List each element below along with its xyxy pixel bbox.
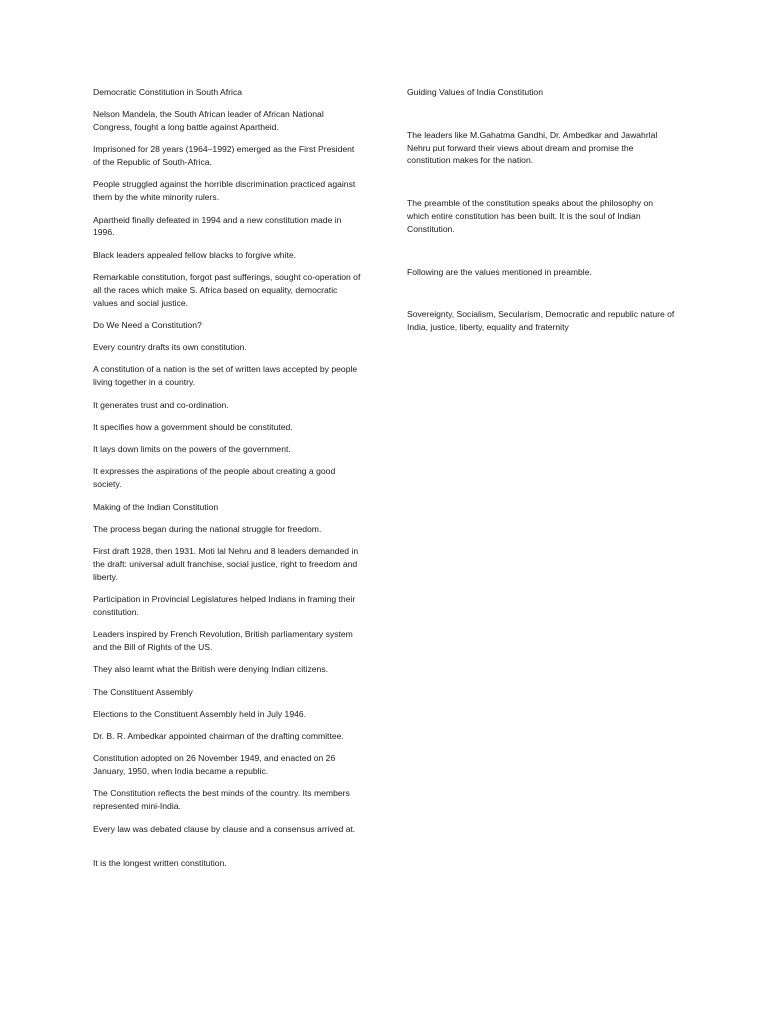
paragraph: Every country drafts its own constitution. [93, 342, 247, 353]
right-column [407, 86, 677, 334]
paragraph: Dr. B. R. Ambedkar appointed chairman of the drafting committee. [93, 731, 344, 742]
heading-south-africa: Democratic Constitution in South Africa [93, 87, 243, 97]
paragraph: Following are the values mentioned in preamble. [407, 266, 592, 277]
paragraph: Leaders inspired by French Revolution, British parliamentary system and the Bill of Rights of the US. [93, 629, 353, 652]
paragraph: Apartheid finally defeated in 1994 and a new constitution made in 1996. [93, 214, 342, 238]
paragraph: The preamble of the constitution speaks about the philosophy on which entire constitution has been built. It is the soul of Indian Constitution. [407, 198, 654, 234]
paragraph: It expresses the aspirations of the people about creating a good society. [93, 466, 336, 490]
paragraph: The Constitution reflects the best minds of the country. Its members represented mini-India. [93, 788, 350, 812]
paragraph: First draft 1928, then 1931. Moti lal Nehru and 8 leaders demanded in the draft: universal adult franchise, social justice, right to freedom and liberty. [93, 546, 359, 582]
paragraph: Elections to the Constituent Assembly held in July 1946. [93, 708, 307, 719]
paragraph: The leaders like M.Gahatma Gandhi, Dr. Ambedkar and Jawahrlal Nehru put forward their views about dream and promise the constitution makes for the nation. [407, 129, 658, 166]
heading-need-constitution: Do We Need a Constitution? [93, 319, 202, 330]
heading-making-indian-constitution: Making of the Indian Constitution [93, 501, 219, 512]
heading-constituent-assembly: The Constituent Assembly [93, 686, 193, 697]
paragraph: People struggled against the horrible discrimination practiced against them by the white minority rulers. [93, 179, 356, 203]
paragraph: Remarkable constitution, forgot past sufferings, sought co-operation of all the races which make S. Africa based on equality, democratic values and social justice. [93, 271, 361, 308]
paragraph: They also learnt what the British were denying Indian citizens. [93, 664, 329, 675]
paragraph: Participation in Provincial Legislatures helped Indians in framing their constitution. [93, 594, 356, 617]
heading-guiding-values: Guiding Values of India Constitution [407, 87, 543, 97]
paragraph: A constitution of a nation is the set of written laws accepted by people living together in a country. [93, 364, 358, 388]
paragraph: Every law was debated clause by clause and a consensus arrived at. [93, 823, 356, 834]
paragraph: It generates trust and co-ordination. [93, 399, 229, 410]
paragraph: It specifies how a government should be constituted. [93, 421, 293, 432]
left-column [93, 86, 363, 880]
paragraph: Black leaders appealed fellow blacks to forgive white. [93, 249, 297, 260]
paragraph: Nelson Mandela, the South African leader of African National Congress, fought a long battle against Apartheid. [93, 109, 324, 133]
paragraph: The process began during the national struggle for freedom. [93, 523, 322, 534]
paragraph: Constitution adopted on 26 November 1949, and enacted on 26 January, 1950, when India became a republic. [93, 753, 336, 777]
paragraph: Sovereignty, Socialism, Secularism, Democratic and republic nature of India, justice, liberty, equality and fraternity [407, 309, 675, 333]
paragraph: It is the longest written constitution. [93, 858, 227, 869]
paragraph: It lays down limits on the powers of the government. [93, 444, 291, 455]
paragraph: Imprisoned for 28 years (1964–1992) emerged as the First President of the Republic of South-Africa. [93, 144, 355, 168]
